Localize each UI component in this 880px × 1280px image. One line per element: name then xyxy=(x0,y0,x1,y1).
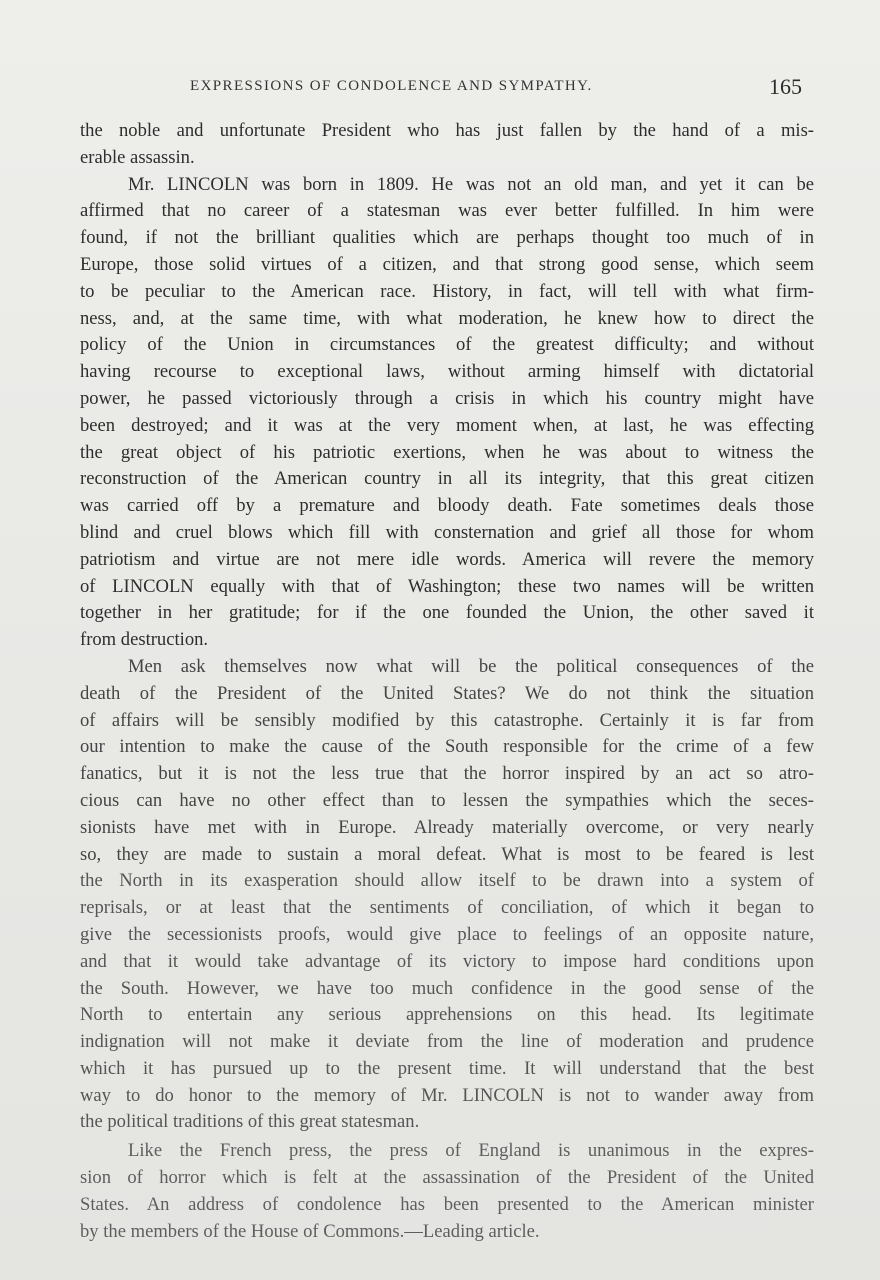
text-line: cious can have no other effect than to lessen the sympathies which the seces- xyxy=(80,789,814,811)
text-line: policy of the Union in circumstances of the greatest difficulty; and without xyxy=(80,334,814,356)
text-line: fanatics, but it is not the less true that the horror inspired by an act so atro- xyxy=(80,763,814,785)
text-line: death of the President of the United States? We do not think the situation xyxy=(80,682,814,704)
text-line: the South. However, we have too much confidence in the good sense of the xyxy=(80,977,814,999)
text-line: of affairs will be sensibly modified by this catastrophe. Certainly it is far from xyxy=(80,709,814,731)
text-line: was carried off by a premature and bloody death. Fate sometimes deals those xyxy=(80,495,814,517)
text-line: so, they are made to sustain a moral defeat. What is most to be feared is lest xyxy=(80,843,814,865)
text-line: the great object of his patriotic exertions, when he was about to witness the xyxy=(80,441,814,463)
text-line: affirmed that no career of a statesman was ever better fulfilled. In him were xyxy=(80,200,814,222)
text-line: having recourse to exceptional laws, without arming himself with dictatorial xyxy=(80,361,814,383)
text-line: together in her gratitude; for if the one founded the Union, the other saved it xyxy=(80,602,814,624)
text-line: the political traditions of this great statesman. xyxy=(80,1111,420,1133)
text-line: sionists have met with in Europe. Already materially overcome, or very nearly xyxy=(80,816,814,838)
text-line: blind and cruel blows which fill with consternation and grief all those for whom xyxy=(80,521,814,543)
text-line: been destroyed; and it was at the very moment when, at last, he was effecting xyxy=(80,414,814,436)
text-line: Men ask themselves now what will be the political consequences of the xyxy=(128,655,814,677)
text-line: reconstruction of the American country in all its integrity, that this great citizen xyxy=(80,468,814,490)
text-line: the noble and unfortunate President who has just fallen by the hand of a mis- xyxy=(80,120,814,141)
text-line: erable assassin. xyxy=(80,146,195,168)
text-line: States. An address of condolence has been presented to the American minister xyxy=(80,1193,814,1215)
text-line: the North in its exasperation should allow itself to be drawn into a system of xyxy=(80,870,814,892)
text-line: from destruction. xyxy=(80,629,209,651)
text-line: reprisals, or at least that the sentiments of conciliation, of which it began to xyxy=(80,897,814,919)
text-line: Like the French press, the press of England is unanimous in the expres- xyxy=(128,1140,814,1162)
text-line: way to do honor to the memory of Mr. LINCOLN is not to wander away from xyxy=(80,1084,814,1106)
text-line: Europe, those solid virtues of a citizen, and that strong good sense, which seem xyxy=(80,253,814,275)
text-line: to be peculiar to the American race. History, in fact, will tell with what firm- xyxy=(80,280,814,302)
text-line: patriotism and virtue are not mere idle words. America will revere the memory xyxy=(80,548,814,570)
page-number: 165 xyxy=(769,74,802,99)
text-line: Mr. LINCOLN was born in 1809. He was not an old man, and yet it can be xyxy=(128,173,814,195)
text-line: found, if not the brilliant qualities which are perhaps thought too much of in xyxy=(80,227,814,249)
text-line: indignation will not make it deviate from the line of moderation and prudence xyxy=(80,1031,814,1053)
text-line: give the secessionists proofs, would give place to feelings of an opposite nature, xyxy=(80,923,814,945)
text-line: sion of horror which is felt at the assassination of the President of the United xyxy=(80,1167,814,1189)
text-line: ness, and, at the same time, with what moderation, he knew how to direct the xyxy=(80,307,814,329)
text-line: power, he passed victoriously through a crisis in which his country might have xyxy=(80,387,814,409)
text-line: which it has pursued up to the present time. It will understand that the best xyxy=(80,1057,814,1079)
text-line: North to entertain any serious apprehensions on this head. Its legitimate xyxy=(80,1004,814,1026)
text-line: and that it would take advantage of its victory to impose hard conditions upon xyxy=(80,950,814,972)
running-head xyxy=(190,74,810,104)
running-title: EXPRESSIONS OF CONDOLENCE AND SYMPATHY. xyxy=(190,78,593,94)
text-line: of LINCOLN equally with that of Washington; these two names will be written xyxy=(80,575,814,597)
text-line: by the members of the House of Commons.—Leading article. xyxy=(80,1220,540,1242)
text-line: our intention to make the cause of the South responsible for the crime of a few xyxy=(80,736,814,758)
body-text xyxy=(80,118,814,1245)
